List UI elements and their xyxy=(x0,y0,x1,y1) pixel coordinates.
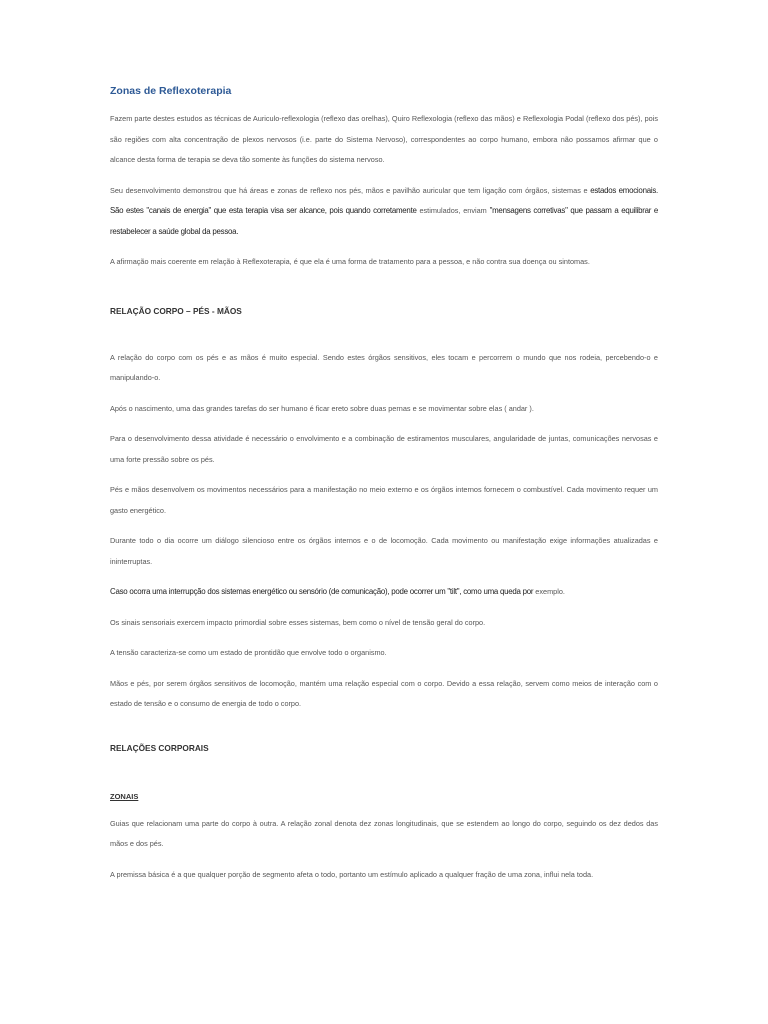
section1-paragraph-4: Pés e mãos desenvolvem os movimentos necessários para a manifestação no meio externo e os órgãos internos fornecem o combustível. Cada movimento requer um gasto energético. xyxy=(110,485,658,515)
intro-paragraph-2-emphasis-1: estados emocionais. São estes "canais de energia" que esta terapia visa ser alcance, pois quando corretamente xyxy=(110,185,658,215)
section2-paragraph-2: A premissa básica é a que qualquer porção de segmento afeta o todo, portanto um estímulo aplicado a qualquer fração de uma zona, influi nela toda. xyxy=(110,869,594,879)
section-heading-relacao-corpo: RELAÇÃO CORPO – PÉS - MÃOS xyxy=(110,305,242,316)
intro-paragraph-1: Fazem parte destes estudos as técnicas de Auriculo-reflexologia (reflexo das orelhas), Quiro Reflexologia (reflexo das mãos) e Reflexologia Podal (reflexo dos pés), pois são regiões com alta concentração de plexos nervosos (i.e. parte do Sistema Nervoso), correspondentes ao corpo humano, embora não possamos afirmar que o alcance desta forma de terapia se deva tão somente às funções do sistema nervoso. xyxy=(110,114,658,164)
section1-paragraph-5: Durante todo o dia ocorre um diálogo silencioso entre os órgãos internos e o de locomoção. Cada movimento ou manifestação exige informações atualizadas e ininterruptas. xyxy=(110,536,658,566)
page-title: Zonas de Reflexoterapia xyxy=(110,85,232,97)
section2-paragraph-1: Guias que relacionam uma parte do corpo à outra. A relação zonal denota dez zonas longitudinais, que se estendem ao longo do corpo, seguindo os dez dedos das mãos e dos pés. xyxy=(110,818,658,848)
section1-paragraph-7: Os sinais sensoriais exercem impacto primordial sobre esses sistemas, bem como o nível de tensão geral do corpo. xyxy=(110,617,486,627)
section1-paragraph-9: Mãos e pés, por serem órgãos sensitivos de locomoção, mantém uma relação especial com o corpo. Devido a essa relação, servem como meios de interação com o estado de tensão e o consumo de energia de todo o corpo. xyxy=(110,678,658,708)
intro-paragraph-2 xyxy=(110,181,658,243)
section-heading-relacoes-corporais: RELAÇÕES CORPORAIS xyxy=(110,742,209,753)
section1-paragraph-2: Após o nascimento, uma das grandes tarefas do ser humano é ficar ereto sobre duas pernas e se movimentar sobre elas ( andar ). xyxy=(110,403,534,413)
section1-paragraph-6-emphasis: Caso ocorra uma interrupção dos sistemas energético ou sensório (de comunicação), pode ocorrer um "tilt", como uma queda por xyxy=(110,587,534,596)
intro-paragraph-2-start: Seu desenvolvimento demonstrou que há áreas e zonas de reflexo nos pés, mãos e pavilhão auricular que tem ligação com órgãos, sistemas e xyxy=(110,185,591,195)
intro-paragraph-3: A afirmação mais coerente em relação à Reflexoterapia, é que ela é uma forma de tratamento para a pessoa, e não contra sua doença ou sintomas. xyxy=(110,257,590,266)
section1-paragraph-3: Para o desenvolvimento dessa atividade é necessário o envolvimento e a combinação de estiramentos musculares, angularidade de juntas, comunicações nervosas e uma forte pressão sobre os pés. xyxy=(110,434,658,464)
section1-paragraph-1: A relação do corpo com os pés e as mãos é muito especial. Sendo estes órgãos sensitivos, eles tocam e percorrem o mundo que nos rodeia, percebendo-o e manipulando-o. xyxy=(110,352,658,382)
section1-paragraph-6-end: exemplo. xyxy=(533,587,565,596)
intro-paragraph-2-middle: estimulados, enviam xyxy=(416,206,490,215)
document-page xyxy=(110,84,658,895)
intro-paragraph-2-emphasis-2: "mensagens corretivas" que passam a equilibrar e restabelecer a saúde global da pessoa. xyxy=(110,206,659,236)
section1-paragraph-6 xyxy=(110,582,658,603)
subsection-heading-zonais: ZONAIS xyxy=(110,791,139,801)
section1-paragraph-8: A tensão caracteriza-se como um estado de prontidão que envolve todo o organismo. xyxy=(110,648,387,657)
